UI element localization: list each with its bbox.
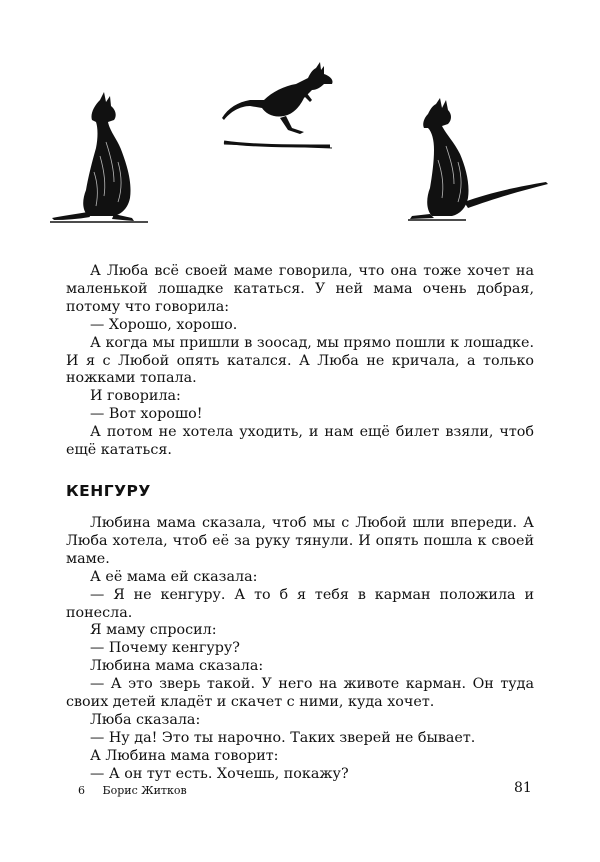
- paragraph: — А это зверь такой. У него на животе карман. Он туда своих детей кладёт и скачет с ними, куда хочет.: [66, 676, 534, 711]
- signature-number: 6: [78, 784, 85, 797]
- paragraph: Любина мама сказала, чтоб мы с Любой шли впереди. А Люба хотела, чтоб её за руку тянули. И опять пошла к своей маме.: [66, 515, 534, 567]
- paragraph: — Почему кенгуру?: [90, 640, 240, 657]
- paragraph: — А он тут есть. Хочешь, покажу?: [90, 765, 349, 782]
- chapter-heading: КЕНГУРУ: [66, 482, 151, 500]
- paragraph: А потом не хотела уходить, и нам ещё билет взяли, чтоб ещё кататься.: [66, 424, 534, 459]
- kangaroo-sitting-left-illustration: [48, 92, 158, 224]
- footer-signature: [78, 784, 187, 797]
- paragraph: — Вот хорошо!: [90, 406, 203, 423]
- paragraph: Я маму спросил:: [90, 622, 217, 639]
- paragraph: И говорила:: [90, 388, 181, 405]
- kangaroo-sitting-right-illustration: [406, 98, 552, 222]
- paragraph: А Люба всё своей маме говорила, что она тоже хочет на маленькой лошадке кататься. У ней мама очень добрая, потому что говорила:: [66, 263, 534, 315]
- story-text-block: [66, 515, 534, 784]
- paragraph: — Я не кенгуру. А то б я тебя в карман положила и понесла.: [66, 586, 534, 621]
- paragraph: А Любина мама говорит:: [90, 747, 279, 764]
- story-text-block: [66, 263, 534, 460]
- page-number: 81: [514, 780, 532, 796]
- paragraph: Люба сказала:: [90, 711, 201, 728]
- paragraph: — Хорошо, хорошо.: [90, 316, 238, 333]
- kangaroo-jumping-illustration: [220, 62, 338, 158]
- paragraph: Любина мама сказала:: [90, 658, 264, 675]
- paragraph: А когда мы пришли в зоосад, мы прямо пошли к лошадке. И я с Любой опять катался. А Люба не кричала, а только ножками топала.: [66, 334, 534, 387]
- paragraph: А её мама ей сказала:: [90, 568, 258, 585]
- author-name: Борис Житков: [102, 784, 187, 797]
- paragraph: — Ну да! Это ты нарочно. Таких зверей не бывает.: [90, 729, 476, 746]
